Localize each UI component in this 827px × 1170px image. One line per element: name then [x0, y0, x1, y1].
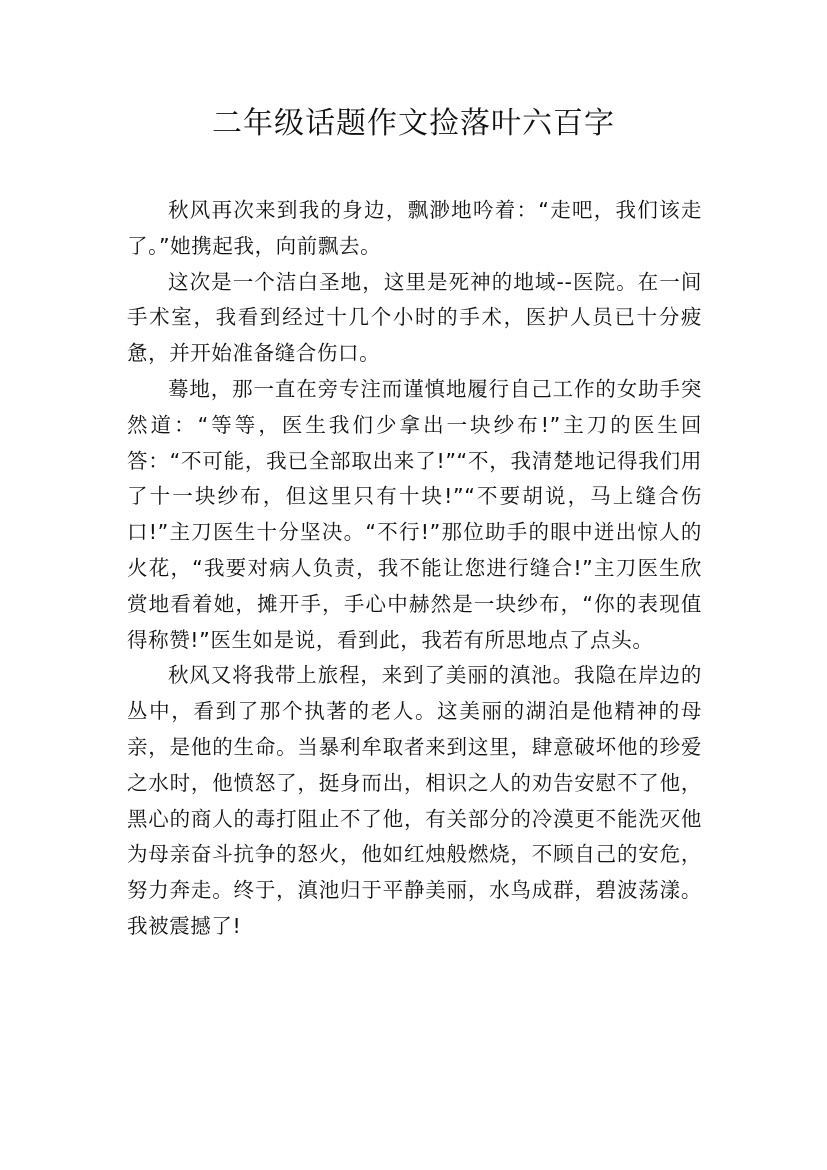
paragraph-2: 这次是一个洁白圣地，这里是死神的地域--医院。在一间手术室，我看到经过十几个小时的手术，医护人员已十分疲惫，并开始准备缝合伤口。 — [127, 269, 702, 366]
document-body — [127, 193, 702, 945]
document-title: 二年级话题作文捡落叶六百字 — [212, 106, 615, 141]
paragraph-4: 秋风又将我带上旅程，来到了美丽的滇池。我隐在岸边的丛中，看到了那个执著的老人。这美丽的湖泊是他精神的母亲，是他的生命。当暴利牟取者来到这里，肆意破坏他的珍爱之水时，他愤怒了，挺身而出，相识之人的劝告安慰不了他，黑心的商人的毒打阻止不了他，有关部分的冷漠更不能洗灭他为母亲奋斗抗争的怒火，他如红烛般燃烧，不顾自己的安危，努力奔走。终于，滇池归于平静美丽，水鸟成群，碧波荡漾。我被震撼了! — [127, 663, 702, 938]
paragraph-1: 秋风再次来到我的身边，飘渺地吟着：“走吧，我们该走了。”她携起我，向前飘去。 — [127, 198, 702, 258]
paragraph-3: 蓦地，那一直在旁专注而谨慎地履行自己工作的女助手突然道：“等等，医生我们少拿出一块纱布!”主刀的医生回答：“不可能，我已全部取出来了!”“不，我清楚地记得我们用了十一块纱布，但这里只有十块!”“不要胡说，马上缝合伤口!”主刀医生十分坚决。“不行!”那位助手的眼中迸出惊人的火花，“我要对病人负责，我不能让您进行缝合!”主刀医生欣赏地看着她，摊开手，手心中赫然是一块纱布，“你的表现值得称赞!”医生如是说，看到此，我若有所思地点了点头。 — [127, 376, 702, 652]
